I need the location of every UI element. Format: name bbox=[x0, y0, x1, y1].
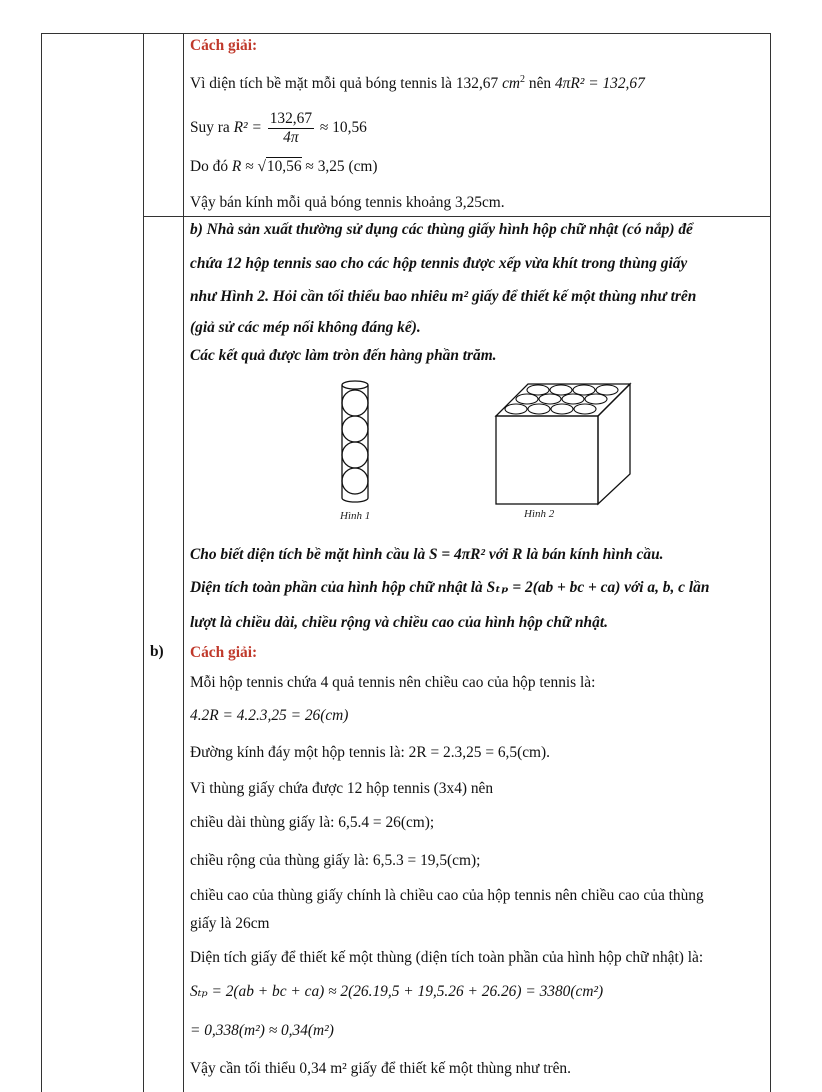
given-line-1: Cho biết diện tích bề mặt hình cầu là S = 4πR² với R là bán kính hình cầu. bbox=[190, 546, 664, 563]
figure-tennis-box bbox=[494, 378, 634, 510]
solution2-line-3: Đường kính đáy một hộp tennis là: 2R = 2.3,25 = 6,5(cm). bbox=[190, 744, 551, 761]
solution2-line-4: Vì thùng giấy chứa được 12 hộp tennis (3x4) nên bbox=[190, 780, 494, 797]
solution2-line-8: giấy là 26cm bbox=[190, 915, 270, 932]
line1-mid: nên bbox=[528, 75, 555, 93]
problem-line-1: b) Nhà sản xuất thường sử dụng các thùng giấy hình hộp chữ nhật (có nắp) để bbox=[190, 221, 693, 238]
solution2-line-9: Diện tích giấy để thiết kế một thùng (diện tích toàn phần của hình hộp chữ nhật) là: bbox=[190, 949, 704, 966]
fraction-denominator: 4π bbox=[283, 129, 299, 146]
solution1-line1: Vì diện tích bề mặt mỗi quả bóng tennis là 132,67 $cm^2$ nên 4πR² = 132,67 bbox=[190, 74, 645, 93]
row-divider bbox=[143, 216, 771, 217]
figure1-caption: Hình 1 bbox=[340, 510, 371, 522]
given-line-3: lượt là chiều dài, chiều rộng và chiều cao của hình hộp chữ nhật. bbox=[190, 614, 608, 631]
solution2-line-10: Sₜₚ = 2(ab + bc + ca) ≈ 2(26.19,5 + 19,5.26 + 26.26) = 3380(cm²) bbox=[190, 983, 604, 1000]
line2-fraction bbox=[268, 110, 314, 147]
solution2-line-1: Mỗi hộp tennis chứa 4 quả tennis nên chiều cao của hộp tennis là: bbox=[190, 674, 596, 691]
problem-line-5: Các kết quả được làm tròn đến hàng phần trăm. bbox=[190, 347, 497, 364]
solution2-line-7: chiều cao của thùng giấy chính là chiều cao của hộp tennis nên chiều cao của thùng bbox=[190, 887, 704, 904]
line3-prefix: Do đó bbox=[190, 158, 232, 175]
column-divider-1 bbox=[143, 33, 144, 1092]
line1-unit: cm bbox=[502, 75, 521, 93]
figure-tennis-tube bbox=[330, 378, 380, 506]
row-label: b) bbox=[150, 643, 164, 660]
solution2-line-5: chiều dài thùng giấy là: 6,5.4 = 26(cm); bbox=[190, 814, 435, 831]
line2-prefix: Suy ra bbox=[190, 119, 234, 137]
problem-line-3: như Hình 2. Hỏi cần tối thiểu bao nhiêu m² giấy để thiết kế một thùng như trên bbox=[190, 288, 697, 305]
given-line-2: Diện tích toàn phần của hình hộp chữ nhật là Sₜₚ = 2(ab + bc + ca) với a, b, c lần bbox=[190, 579, 710, 596]
line3-a: R ≈ √ bbox=[231, 158, 266, 175]
problem-line-2: chứa 12 hộp tennis sao cho các hộp tennis được xếp vừa khít trong thùng giấy bbox=[190, 255, 688, 272]
line2-lhs: R² = bbox=[233, 119, 262, 137]
solution1-line2 bbox=[190, 110, 367, 147]
column-divider-2 bbox=[183, 33, 184, 1092]
line1-text: Vì diện tích bề mặt mỗi quả bóng tennis là 132,67 bbox=[190, 75, 499, 93]
solution2-line-2: 4.2R = 4.2.3,25 = 26(cm) bbox=[190, 707, 349, 724]
line2-rhs: ≈ 10,56 bbox=[319, 119, 367, 137]
solution2-line-11: = 0,338(m²) ≈ 0,34(m²) bbox=[190, 1022, 334, 1039]
solution-heading-1: Cách giải: bbox=[190, 37, 258, 54]
solution2-conclusion: Vậy cần tối thiểu 0,34 m² giấy để thiết kế một thùng như trên. bbox=[190, 1060, 571, 1077]
line1-equation: 4πR² = 132,67 bbox=[554, 75, 645, 93]
fraction-numerator: 132,67 bbox=[269, 110, 313, 127]
line3-radicand: 10,56 bbox=[266, 158, 302, 175]
problem-line-4: (giả sử các mép nối không đáng kể). bbox=[190, 319, 421, 336]
solution-heading-2: Cách giải: bbox=[190, 644, 258, 661]
solution1-line3 bbox=[190, 157, 378, 177]
line3-b: ≈ 3,25 (cm) bbox=[301, 158, 378, 175]
solution1-conclusion: Vậy bán kính mỗi quả bóng tennis khoảng 3,25cm. bbox=[190, 194, 505, 211]
solution2-line-6: chiều rộng của thùng giấy là: 6,5.3 = 19,5(cm); bbox=[190, 852, 481, 869]
figure2-caption: Hình 2 bbox=[524, 508, 555, 520]
